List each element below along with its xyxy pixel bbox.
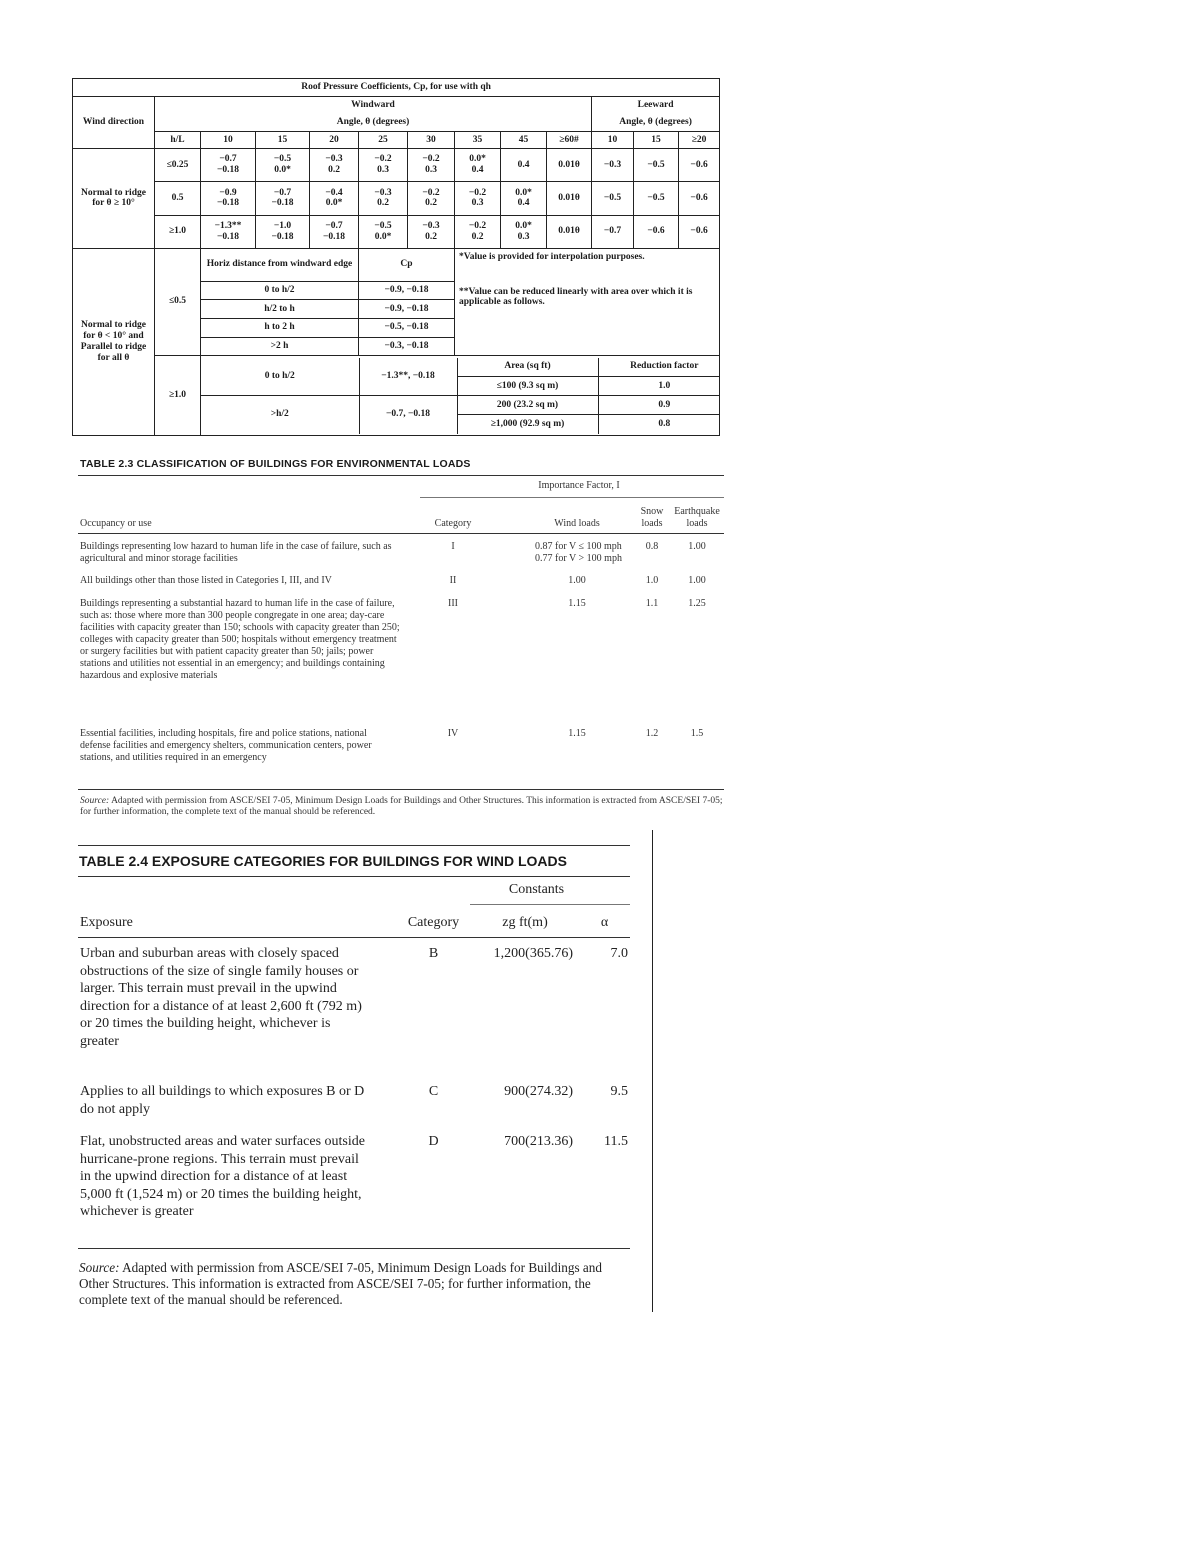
windward-angle-header: Angle, θ (degrees)	[155, 114, 592, 132]
importance-factor-header: Importance Factor, I	[538, 480, 620, 491]
table23-title: TABLE 2.3 CLASSIFICATION OF BUILDINGS FOR ENVIRONMENTAL LOADS	[80, 458, 471, 470]
leeward-coef: −0.5	[634, 182, 679, 215]
angle-header: 20	[310, 131, 359, 149]
wind-value: 0.77 for V > 100 mph	[535, 553, 622, 564]
leeward-header: Leeward	[592, 96, 720, 114]
column-divider	[652, 830, 653, 1312]
coef-cell: 0.0* 0.4	[455, 149, 501, 182]
exposure-cell: Applies to all buildings to which exposures B or D do not apply	[80, 1084, 365, 1117]
occupancy-cell: Essential facilities, including hospitals, fire and police stations, national defense facilities and emergency shelters, communication centers, power stations, and utilities required in an emergency	[80, 728, 372, 763]
source-label: Source:	[80, 796, 110, 806]
leeward-coef: −0.6	[679, 182, 720, 215]
angle-header: ≥20	[679, 131, 720, 149]
angle-header: 10	[201, 131, 256, 149]
coef-cell: −0.2 0.3	[455, 182, 501, 215]
cp-cell: −0.3, −0.18	[359, 337, 455, 356]
roof-table-caption: Roof Pressure Coefficients, Cp, for use with qh	[73, 79, 720, 97]
coef-cell: −0.7 −0.18	[201, 149, 256, 182]
distance-cell: >2 h	[201, 337, 359, 356]
large-hl-subtable-cell	[201, 356, 720, 436]
wind-value: 0.87 for V ≤ 100 mph	[535, 541, 622, 552]
coef-cell: −0.2 0.2	[408, 182, 455, 215]
coef-cell: −0.5 0.0*	[256, 149, 310, 182]
distance-cell: >h/2	[201, 396, 359, 434]
coef-cell: −0.3 0.2	[408, 215, 455, 248]
leeward-coef: −0.5	[592, 182, 634, 215]
hl-value: ≥1.0	[155, 215, 201, 248]
alpha-cell: 7.0	[610, 946, 629, 961]
cp-header: Cp	[359, 248, 455, 281]
coef-cell: −0.9 −0.18	[201, 182, 256, 215]
coef-cell: 0.0* 0.3	[501, 215, 547, 248]
note-reduction: **Value can be reduced linearly with area over which it is applicable as follows.	[459, 286, 693, 308]
wind-loads-header: Wind loads	[554, 518, 600, 529]
roof-pressure-table	[72, 78, 720, 436]
distance-cell: h to 2 h	[201, 319, 359, 338]
coef-cell: −0.3 0.2	[310, 149, 359, 182]
snow-cell: 1.2	[645, 728, 659, 739]
exposure-cell: Urban and suburban areas with closely spaced obstructions of the size of single family houses or larger. This terrain must prevail in the upwind direction for a distance of at least 2,600 ft (792 m) or 20 times the building height, whichever is greater	[80, 946, 362, 1049]
hl-value: ≤0.25	[155, 149, 201, 182]
hl-header: h/L	[155, 131, 201, 149]
snow-cell: 0.8	[645, 541, 659, 552]
occupancy-cell: All buildings other than those listed in Categories I, III, and IV	[80, 575, 332, 586]
alpha-cell: 11.5	[604, 1134, 629, 1149]
leeward-coef: −0.3	[592, 149, 634, 182]
leeward-coef: −0.6	[634, 215, 679, 248]
hl-small: ≤0.5	[155, 248, 201, 356]
note-interpolation: *Value is provided for interpolation purposes.	[459, 251, 645, 262]
leeward-angle-header: Angle, θ (degrees)	[592, 114, 720, 132]
wind-cell: 1.15	[568, 598, 586, 609]
hl-large: ≥1.0	[155, 356, 201, 436]
category-cell: III	[448, 598, 458, 609]
occupancy-cell: Buildings representing a substantial hazard to human life in the case of failure, such as: those where more than 300 people congregate in one area; day-care facilities with capacity greater than 150; schools with capacity greater than 250; colleges with capacity greater than 500; hospitals without emergency treatment or surgery facilities but with patient capacity greater than 50; jails; power stations and utilities not essential in an emergency; and buildings containing hazardous and explosive materials	[80, 598, 400, 681]
table24-top-rule	[78, 845, 630, 846]
category-cell: B	[428, 946, 439, 961]
wind-cell: 1.15	[568, 728, 586, 739]
snow-loads-header: Snow loads	[640, 506, 664, 529]
coef-cell: −0.2 0.3	[408, 149, 455, 182]
coef-cell: −1.0 −0.18	[256, 215, 310, 248]
coef-cell: −0.7 −0.18	[310, 215, 359, 248]
angle-header: 10	[592, 131, 634, 149]
coef-cell: −0.5 0.0*	[359, 215, 408, 248]
category-header: Category	[434, 518, 472, 529]
table-row	[78, 728, 723, 784]
earthquake-cell: 1.5	[690, 728, 704, 739]
wind-direction-header: Wind direction	[73, 96, 155, 149]
leeward-coef: −0.6	[679, 149, 720, 182]
category-cell: II	[449, 575, 457, 586]
angle-header: 45	[501, 131, 547, 149]
coef-cell: 0.01θ	[547, 215, 592, 248]
angle-header: 15	[634, 131, 679, 149]
cp-cell: −0.5, −0.18	[359, 319, 455, 338]
reduction-header: Reduction factor	[598, 358, 720, 377]
distance-cell: 0 to h/2	[201, 281, 359, 300]
angle-header: 25	[359, 131, 408, 149]
leeward-coef: −0.5	[634, 149, 679, 182]
angle-header: ≥60#	[547, 131, 592, 149]
area-header: Area (sq ft)	[457, 358, 598, 377]
earthquake-loads-header: Earthquake loads	[674, 506, 720, 529]
angle-header: 30	[408, 131, 455, 149]
leeward-coef: −0.6	[679, 215, 720, 248]
cp-cell: −1.3**, −0.18	[359, 358, 457, 396]
cp-cell: −0.9, −0.18	[359, 281, 455, 300]
table-row	[78, 541, 723, 575]
cp-cell: −0.7, −0.18	[359, 396, 457, 434]
table23-source	[80, 796, 730, 819]
angle-header: 35	[455, 131, 501, 149]
alpha-cell: 9.5	[610, 1084, 629, 1099]
distance-cell: 0 to h/2	[201, 358, 359, 396]
source-text: Adapted with permission from ASCE/SEI 7-05, Minimum Design Loads for Buildings and Other Structures. This information is extracted from ASCE/SEI 7-05; for further information, the complete text of the manual should be referenced.	[79, 1260, 602, 1308]
alpha-header: α	[600, 914, 609, 930]
table-row	[78, 1133, 630, 1253]
category-cell: IV	[447, 728, 459, 739]
table-row	[78, 945, 630, 1083]
angle-header: 15	[256, 131, 310, 149]
occupancy-cell: Buildings representing low hazard to human life in the case of failure, such as agricultural and minor storage facilities	[80, 541, 392, 564]
zg-cell: 900(274.32)	[504, 1084, 573, 1099]
area-cell: 200 (23.2 sq m)	[457, 396, 598, 415]
table23-bottom-rule	[78, 789, 724, 790]
factor-cell: 1.0	[598, 377, 720, 396]
occupancy-header: Occupancy or use	[80, 518, 152, 529]
hl-value: 0.5	[155, 182, 201, 215]
zg-cell: 1,200(365.76)	[493, 946, 573, 961]
category-cell: C	[428, 1084, 439, 1099]
source-label: Source:	[79, 1260, 120, 1275]
table24-source	[79, 1260, 631, 1308]
source-text: Adapted with permission from ASCE/SEI 7-05, Minimum Design Loads for Buildings and Other Structures. This information is extracted from ASCE/SEI 7-05; for further information, the complete text of the manual should be referenced.	[80, 796, 723, 818]
coef-cell: −0.2 0.3	[359, 149, 408, 182]
notes-cell	[455, 248, 720, 356]
table23	[78, 476, 723, 784]
coef-cell: 0.0* 0.4	[501, 182, 547, 215]
coef-cell: −0.2 0.2	[455, 215, 501, 248]
factor-cell: 0.8	[598, 415, 720, 434]
coef-cell: 0.4	[501, 149, 547, 182]
wind-cell: 1.00	[568, 575, 586, 586]
zg-cell: 700(213.36)	[504, 1134, 573, 1149]
coef-cell: 0.01θ	[547, 182, 592, 215]
normal-ridge-label: Normal to ridge for θ ≥ 10°	[73, 149, 155, 248]
category-cell: I	[451, 541, 455, 552]
area-cell: ≥1,000 (92.9 sq m)	[457, 415, 598, 434]
constants-header: Constants	[508, 882, 565, 897]
snow-cell: 1.0	[645, 575, 659, 586]
factor-cell: 0.9	[598, 396, 720, 415]
table-row	[78, 1083, 630, 1133]
category-header: Category	[407, 914, 460, 930]
table-row	[78, 598, 723, 728]
parallel-ridge-label: Normal to ridge for θ < 10° and Parallel to ridge for all θ	[73, 248, 155, 435]
cp-cell: −0.9, −0.18	[359, 300, 455, 319]
snow-cell: 1.1	[645, 598, 659, 609]
category-cell: D	[428, 1134, 439, 1149]
exposure-cell: Flat, unobstructed areas and water surfaces outside hurricane-prone regions. This terrain must prevail in the upwind direction for a distance of at least 5,000 ft (1,524 m) or 20 times the building height, whichever is greater	[80, 1134, 365, 1219]
table24-title: TABLE 2.4 EXPOSURE CATEGORIES FOR BUILDINGS FOR WIND LOADS	[79, 853, 567, 869]
area-cell: ≤100 (9.3 sq m)	[457, 377, 598, 396]
coef-cell: 0.01θ	[547, 149, 592, 182]
horiz-distance-header: Horiz distance from windward edge	[201, 248, 359, 281]
leeward-coef: −0.7	[592, 215, 634, 248]
earthquake-cell: 1.00	[688, 575, 706, 586]
wind-cell	[483, 541, 633, 575]
table-row	[78, 575, 723, 598]
distance-cell: h/2 to h	[201, 300, 359, 319]
large-hl-subtable	[201, 358, 720, 434]
windward-header: Windward	[155, 96, 592, 114]
coef-cell: −1.3** −0.18	[201, 215, 256, 248]
coef-cell: −0.4 0.0*	[310, 182, 359, 215]
table24	[78, 876, 630, 1253]
exposure-header: Exposure	[80, 914, 133, 930]
coef-cell: −0.3 0.2	[359, 182, 408, 215]
zg-header: zg ft(m)	[502, 914, 548, 930]
coef-cell: −0.7 −0.18	[256, 182, 310, 215]
earthquake-cell: 1.00	[688, 541, 706, 552]
earthquake-cell: 1.25	[688, 598, 706, 609]
